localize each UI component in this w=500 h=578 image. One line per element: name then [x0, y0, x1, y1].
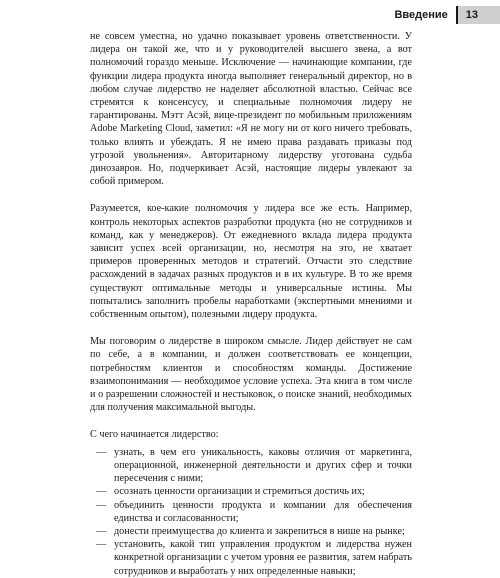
- paragraph-2: Разумеется, кое-какие полномочия у лидера все же есть. Например, контроль некоторых аспектов разработки продукта (но не сотрудников и команд, как у менеджеров). От ежедневного вклада лидера продукта зависит успех всей организации, но, несмотря на это, не хватает примеров проверенных методов и стратегий. Отчасти это следствие расхождений в задачах разных продуктов и в их культуре. В то же время существуют оптимальные методы и универсальные истины. Мы попытались заполнить пробелы наработками (экспертными мнениями и собственным опытом), полезными лидеру продукта.: [90, 203, 412, 321]
- list-item: — установить, какой тип управления продуктом и лидерства нужен конкретной организации с учетом уровня ее развития, затем набрать сотрудников и выработать у них определенные навыки;: [90, 538, 412, 578]
- paragraph-3: Мы поговорим о лидерстве в широком смысле. Лидер действует не сам по себе, а в компании, и должен соответствовать ее концепции, потребностям клиентов и способностям команды. Достижение взаимопонимания — необходимое условие успеха. Эта книга в том числе и о разрешении сложностей и нестыковок, о поиске знаний, необходимых для получения максимальной выгоды.: [90, 336, 412, 414]
- paragraph-1: не совсем уместна, но удачно показывает уровень ответственности. У лидера он такой же, что и у руководителей высшего звена, а вот полномочий гораздо меньше. Исключение — начинающие компании, где функции лидера продукта иногда выполняет генеральный директор, но в любом случае лидерство не наделяет абсолютной властью. Сейчас все стремятся к консенсусу, и специальные полномочия лидеру не гарантированы. Мэтт Асэй, вице-президент по мобильным приложениям Adobe Marketing Cloud, заметил: «Я не могу ни от кого ничего требовать, только влиять и убеждать. Я не имею права раздавать приказы под угрозой увольнения». Авторитарному лидерству уготована судьба динозавров. Но, подчеркивает Асэй, настоящие лидеры увлекают за собой примером.: [90, 31, 412, 188]
- list-item: — донести преимущества до клиента и закрепиться в нише на рынке;: [90, 525, 412, 538]
- list-item: — объединить ценности продукта и компании для обеспечения единства и согласованности;: [90, 499, 412, 525]
- page-number: 13: [456, 6, 500, 24]
- list-item: — узнать, в чем его уникальность, каковы отличия от маркетинга, операционной, инженерной деятельности и других сфер и точки пересечения с ними;: [90, 446, 412, 486]
- list-item: — осознать ценности организации и стремиться достичь их;: [90, 485, 412, 498]
- running-header: [394, 6, 500, 24]
- leadership-list: [90, 446, 412, 578]
- section-title: Введение: [394, 9, 448, 21]
- list-intro: С чего начинается лидерство:: [90, 429, 219, 441]
- body-text: [90, 30, 412, 578]
